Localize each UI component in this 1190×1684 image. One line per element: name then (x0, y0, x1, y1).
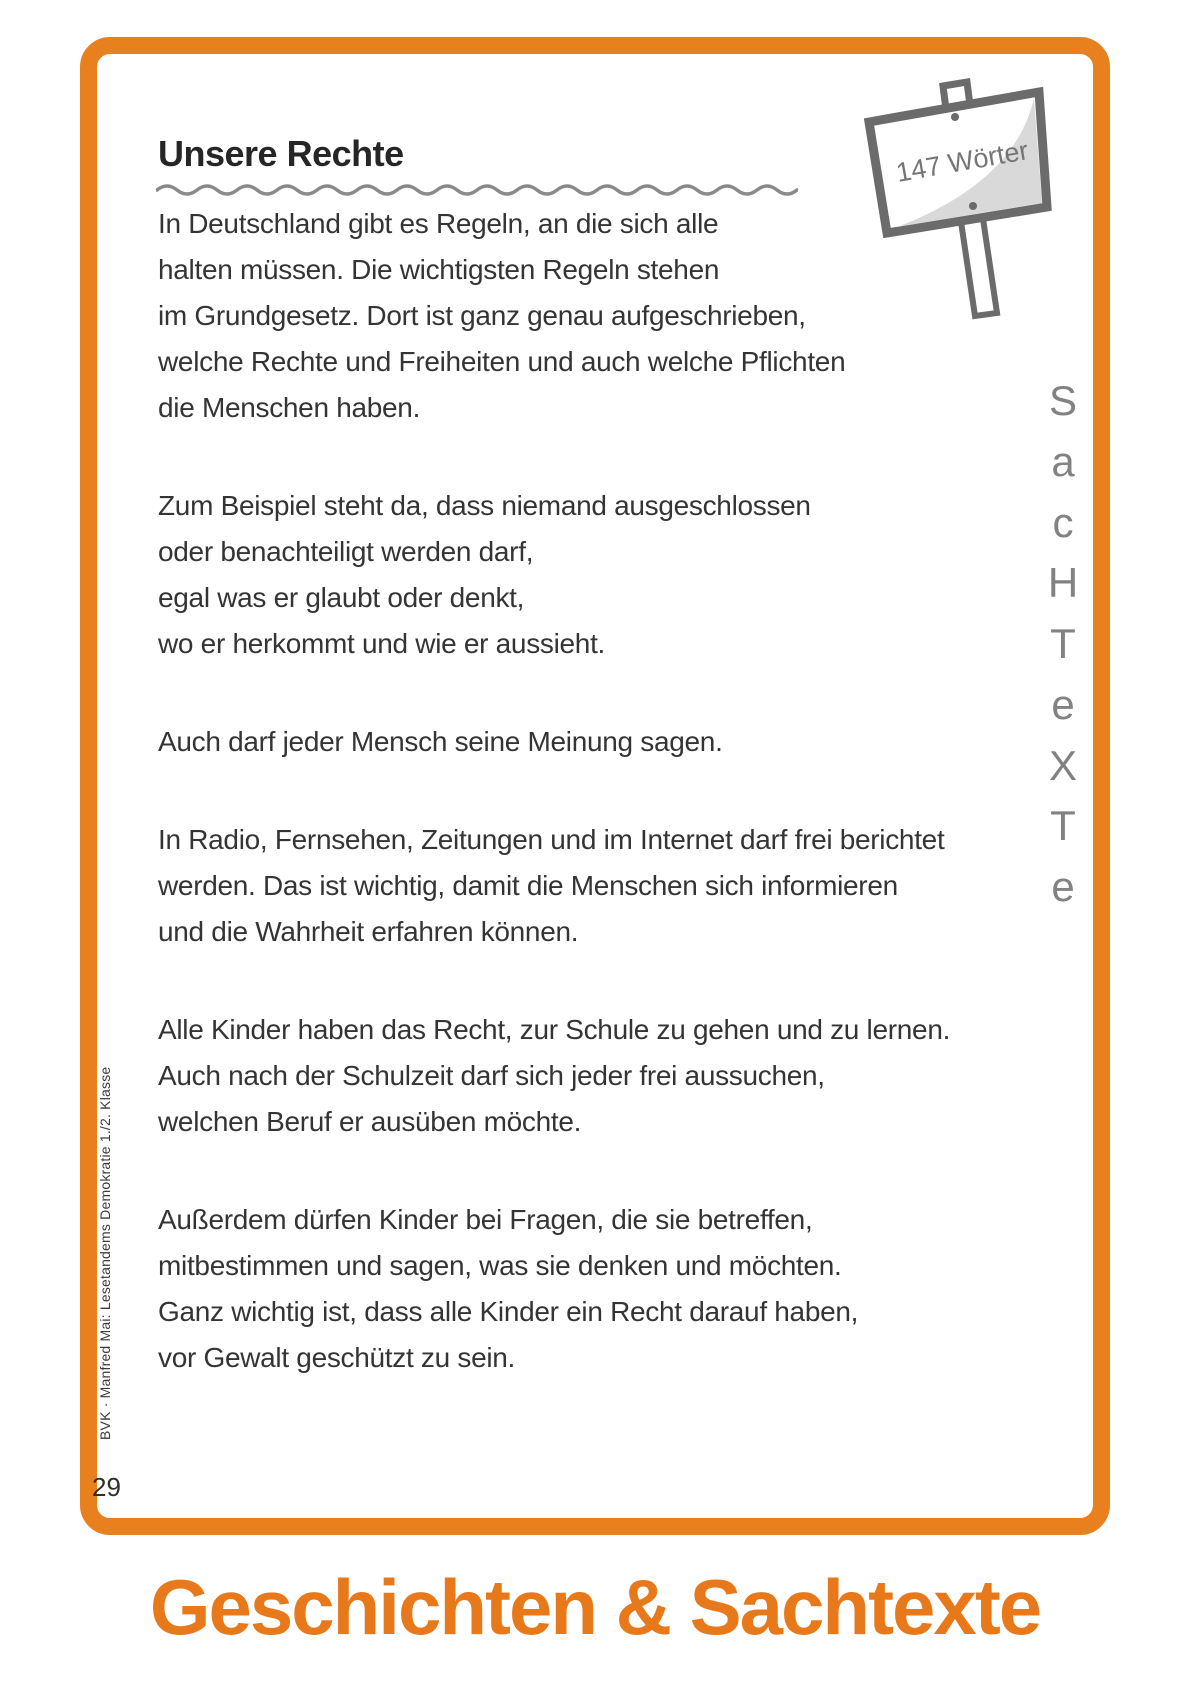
text-line: die Menschen haben. (158, 392, 421, 423)
rail-letter: e (1051, 680, 1075, 728)
rail-letter: H (1047, 559, 1079, 607)
text-line: Alle Kinder haben das Recht, zur Schule zu gehen und zu lernen. (158, 1014, 951, 1045)
text-line: werden. Das ist wichtig, damit die Menschen sich informieren (158, 870, 898, 901)
text-line: In Deutschland gibt es Regeln, an die sich alle (158, 208, 719, 239)
text-line: oder benachteiligt werden darf, (158, 536, 534, 567)
text-line: Ganz wichtig ist, dass alle Kinder ein Recht darauf haben, (158, 1296, 859, 1327)
text-line: Außerdem dürfen Kinder bei Fragen, die sie betreffen, (158, 1204, 813, 1235)
rail-letter: c (1052, 498, 1074, 546)
paragraph (158, 719, 1093, 765)
text-line: halten müssen. Die wichtigsten Regeln stehen (158, 254, 720, 285)
text-line: In Radio, Fernsehen, Zeitungen und im Internet darf frei berichtet (158, 824, 945, 855)
text-line: im Grundgesetz. Dort ist ganz genau aufgeschrieben, (158, 300, 806, 331)
wavy-underline-decoration (156, 180, 798, 200)
page-number: 29 (92, 1472, 121, 1502)
text-line: Auch darf jeder Mensch seine Meinung sagen. (158, 726, 723, 757)
publisher-credit: BVK · Manfred Mai: Lesetandems Demokratie 1./2. Klasse (97, 1066, 113, 1440)
rail-letter: S (1048, 377, 1077, 424)
rail-letter: e (1051, 863, 1075, 910)
rail-letter: a (1051, 437, 1075, 485)
paragraph (158, 1007, 1093, 1145)
text-line: mitbestimmen und sagen, was sie denken und möchten. (158, 1250, 842, 1281)
rail-letter: X (1048, 741, 1077, 789)
word-count-label: 147 Wörter (893, 135, 1031, 188)
page-title: Unsere Rechte (158, 133, 404, 174)
text-line: Zum Beispiel steht da, dass niemand ausgeschlossen (158, 490, 811, 521)
sachtexte-vertical-label (1040, 377, 1086, 910)
paragraph (158, 817, 1093, 955)
text-line: welchen Beruf er ausüben möchte. (158, 1106, 582, 1137)
rail-letter: T (1050, 620, 1076, 667)
paragraph (158, 483, 1093, 667)
series-title: Geschichten & Sachtexte (149, 1563, 1041, 1651)
paragraph (158, 1197, 1093, 1381)
text-line: egal was er glaubt oder denkt, (158, 582, 525, 613)
text-line: wo er herkommt und wie er aussieht. (158, 628, 606, 659)
text-line: und die Wahrheit erfahren können. (158, 916, 579, 947)
paragraph (158, 201, 1093, 431)
text-line: welche Rechte und Freiheiten und auch welche Pflichten (158, 346, 846, 377)
rail-letter: T (1050, 802, 1076, 850)
article-text (158, 201, 1093, 1433)
text-line: Auch nach der Schulzeit darf sich jeder frei aussuchen, (158, 1060, 825, 1091)
text-line: vor Gewalt geschützt zu sein. (158, 1342, 516, 1373)
